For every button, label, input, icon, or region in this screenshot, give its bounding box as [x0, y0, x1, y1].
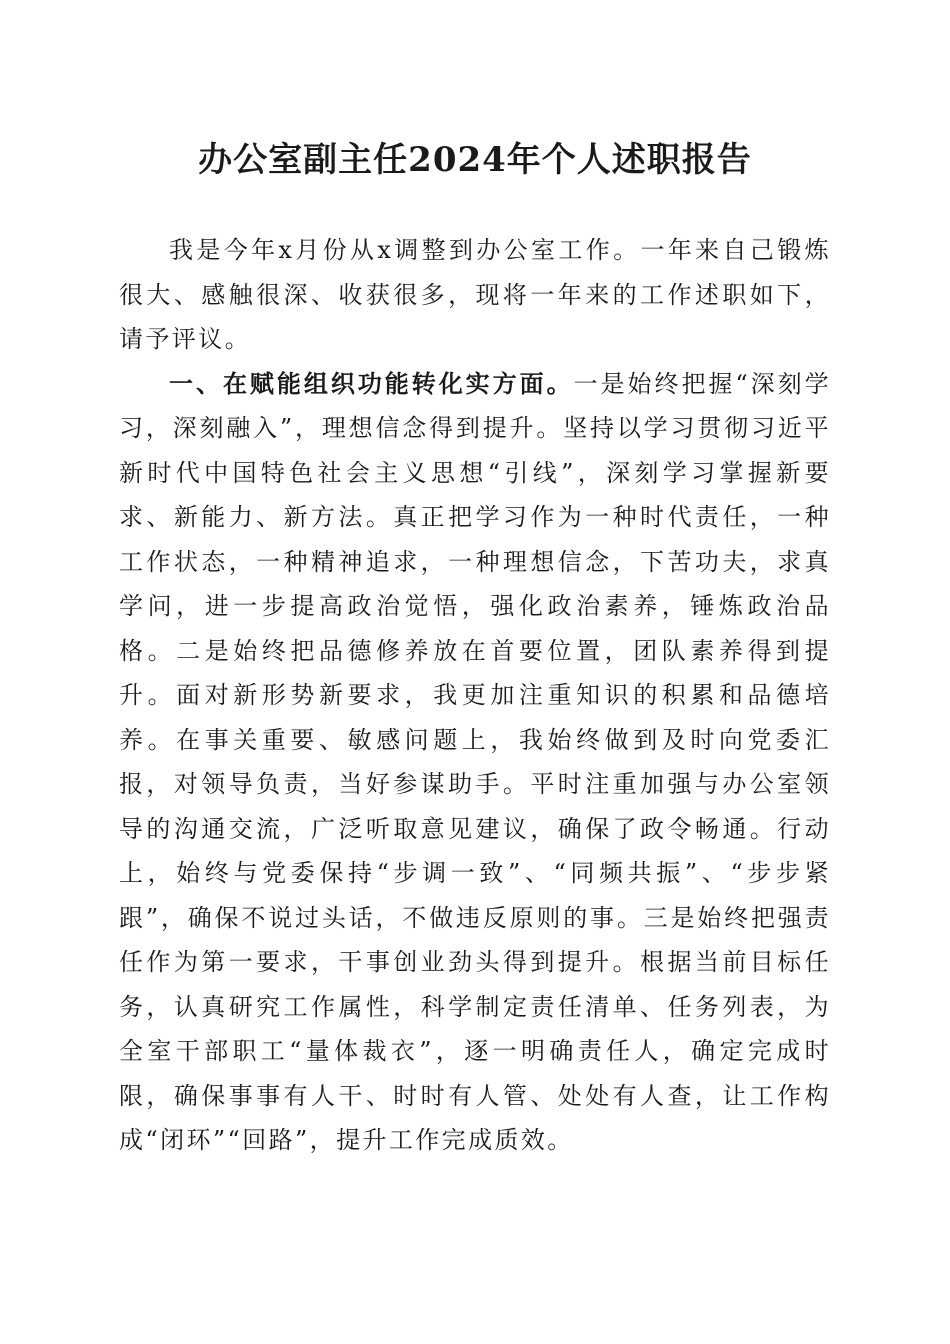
section-one-text: 一是始终把握“深刻学习，深刻融入”，理想信念得到提升。坚持以学习贯彻习近平新时代中国特色社会主义思想“引线”，深刻学习掌握新要求、新能力、新方法。真正把学习作为一种时代责任，一种工作状态，一种精神追求，一种理想信念，下苦功夫，求真学问，进一步提高政治觉悟，强化政治素养，锤炼政治品格。二是始终把品德修养放在首要位置，团队素养得到提升。面对新形势新要求，我更加注重知识的积累和品德培养。在事关重要、敏感问题上，我始终做到及时向党委汇报，对领导负责，当好参谋助手。平时注重加强与办公室领导的沟通交流，广泛听取意见建议，确保了政令畅通。行动上，始终与党委保持“步调一致”、“同频共振”、“步步紧跟”，确保不说过头话，不做违反原则的事。三是始终把强责任作为第一要求，干事创业劲头得到提升。根据当前目标任务，认真研究工作属性，科学制定责任清单、任务列表，为全室干部职工“量体裁衣”，逐一明确责任人，确定完成时限，确保事事有人干、时时有人管、处处有人查，让工作构成“闭环”“回路”，提升工作完成质效。 — [119, 369, 831, 1154]
intro-paragraph — [119, 228, 831, 362]
section-one-paragraph — [119, 362, 831, 1163]
document-body — [119, 228, 831, 1163]
intro-text: 我是今年x月份从x调整到办公室工作。一年来自己锻炼很大、感触很深、收获很多，现将一年来的工作述职如下，请予评议。 — [119, 236, 831, 353]
section-one-heading: 一、在赋能组织功能转化实方面。 — [169, 368, 574, 398]
document-title: 办公室副主任2024年个人述职报告 — [198, 140, 752, 180]
